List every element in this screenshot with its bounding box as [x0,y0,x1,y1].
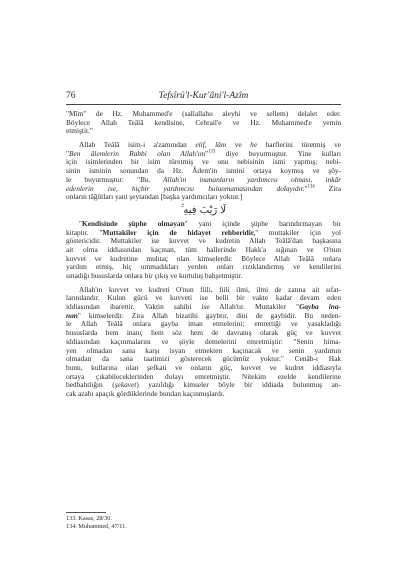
text-line: ortaya çıkabileceklerinden dolayı emretmiştir. Nitekim ezelde kendilerine [66,371,341,381]
header-rule [66,104,341,105]
text-line: yen olmadan sana karşı isyan etmekten kaçınacak ve senin yardımın [66,345,341,355]
footnotes [66,515,341,531]
text-line: "Kendisinde şüphe olmayan" yani içinde şüphe barındırmayan bir [79,218,341,228]
text-line: "Mîm" de Hz. Muhammed'e (sallallahu aleyhi ve sellem) delalet eder. [66,109,341,118]
page-header [66,90,341,104]
page-number: 76 [66,91,76,101]
text-line: kitaptır. "Muttakiler için de hidayet rehberidir," muttakiler için yol [66,227,341,237]
text-line: iddiasından ibarettir. Vaktin sahibi ise Allah'tır. Muttakiler "Gayba ina- [66,302,341,312]
text-line: için isimlerinden bir isim türetmiş ve onu nebisinin ismi yapmış; nebi- [66,157,341,167]
text-line: etmiştir." [66,126,93,136]
arabic-verse: لَا رَيْبَ فِيهِ ۚ [180,204,227,216]
text-line: edenlerin ise, hiçbir yardımcısı bulunmamasından dolayıdır."$^{134}$ Zira [66,183,341,193]
body-text [66,110,341,399]
footnote: 133. Kasas, 28/30. [66,515,112,522]
text-line: bunu, kullarına olan şefkati ve onların güç, kuvvet ve kudret iddiasıyla [66,362,341,372]
text-line: yardım etmiş, hiç ummadıkları yerden onları rızıklandırmış ve kendilerini [66,262,341,272]
footnote: 134. Muhammed, 47/11. [66,522,127,530]
text-line: le buyurmuştur: "Bu, Allah'ın inananların yardımcısı olması, inkâr [66,174,342,184]
text-line: Allah'ın kuvvet ve kudreti O'nun fiili, fiili ilmi, ilmi de zatına ait sıfat- [79,284,341,294]
text-line: nan" kimselerdir. Zira Allah bizatihi gaybtır, dini de gaybidir. Bu neden- [66,310,341,320]
text-line: Böylece Allah Teâlâ kendisine, Cebrail'e ve Hz. Muhammed'e yemin [66,117,341,127]
footnote-rule [66,512,106,513]
text-line: "Ben âlemlerin Rabbi olan Allah'ım"$^{133}$ diye buyurmuştur. Yine kulları [66,148,341,158]
running-title: Tefsîrü'l-Kur'âni'l-Azîm [158,91,249,101]
text-line: cak azabı apaçık gördüklerinde bundan kaçınmışlardı. [66,388,225,398]
text-line: olmadan da sana taatimizi gösterecek gücümüz yoktur." Cenâb-ı Hak [66,354,341,364]
text-line: göstericidir. Muttakiler ise kuvvet ve kudretin Allah Teâlâ'dan başkasına [66,236,341,246]
text-line: sinin isminin sonundan da Hz. Âdem'in ismini ortaya koymuş ve şöy- [66,166,341,176]
text-line: hususlarda hem inanç hem söz hem de davranış olarak güç ve kuvvet [66,328,341,338]
text-line: bedbahtlığın (şekavet) yazıldığı kimseler böyle bir iddiada bulunmuş an- [66,380,341,390]
text-line: sınadığı hususlarda onlara bir çıkış ve kurtuluş bahşetmiştir. [66,271,243,280]
text-line: onların tâğûtları yani şeytandan [başka yardımcıları yoktur.] [66,192,243,202]
text-line: iddiasından kaçınmalarını ve şöyle demelerini emretmiştir: "Senin hima- [66,336,341,346]
text-line: ait olma iddiasından kaçınan, tüm hallerinde Hakk'a sığınan ve O'nun [66,244,341,254]
text-line: Allah Teâlâ isim-i a'zamından elif, lâm ve he harflerini türetmiş ve [79,140,342,150]
text-line: le Allah Teâlâ onlara gayba iman etmelerini; emrettiği ve yasakladığı [66,319,341,329]
text-line: kuvvet ve kudretine muhtaç olan kimselerdir. Böylece Allah Teâlâ onlara [66,253,341,263]
text-line: larındandır. Kulun gücü ve kuvveti ise belli bir vakte kadar devam eden [66,293,341,303]
